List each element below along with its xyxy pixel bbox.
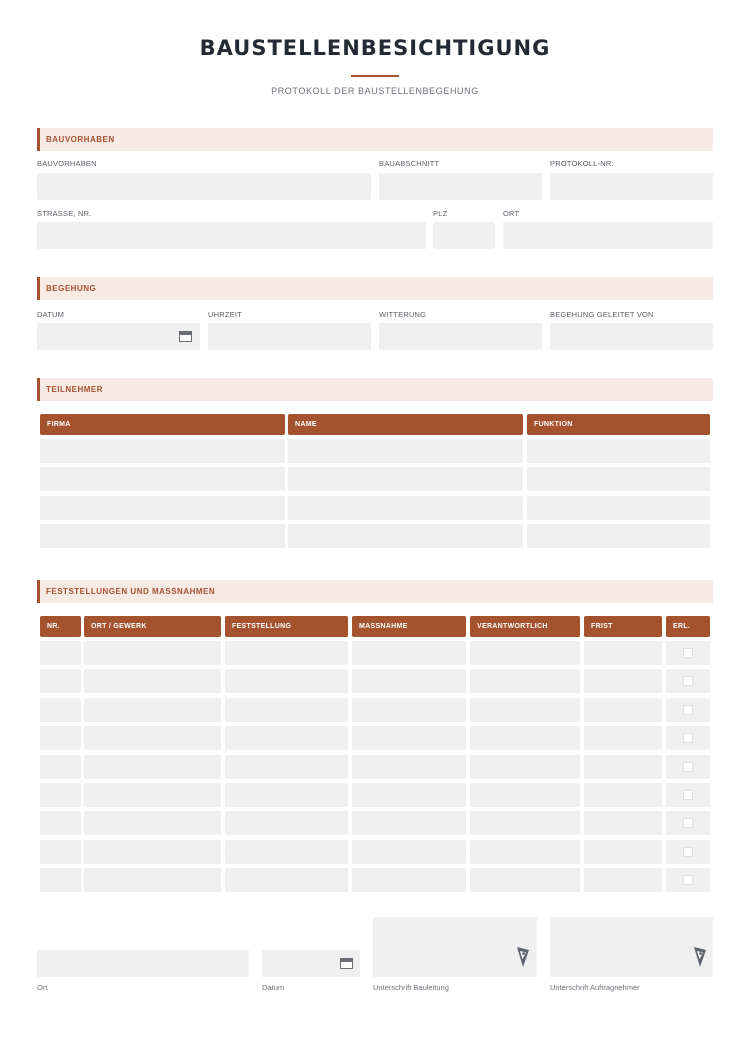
table-cell[interactable] — [584, 698, 662, 722]
section-title: BAUVORHABEN — [46, 135, 115, 144]
column-header-label: ERL. — [673, 623, 691, 630]
table-cell[interactable] — [666, 868, 710, 892]
section-header-bauvorhaben — [37, 128, 713, 151]
table-cell[interactable] — [225, 811, 348, 835]
label-geleitet: BEGEHUNG GELEITET VON — [550, 310, 654, 319]
done-checkbox[interactable] — [683, 875, 693, 885]
table-cell[interactable] — [40, 811, 81, 835]
table-cell[interactable] — [84, 811, 221, 835]
column-header-label: FESTSTELLUNG — [232, 623, 292, 630]
column-header — [225, 616, 348, 637]
table-cell[interactable] — [666, 698, 710, 722]
table-cell[interactable] — [288, 524, 523, 548]
table-cell[interactable] — [352, 698, 466, 722]
table-cell[interactable] — [527, 496, 710, 520]
table-cell[interactable] — [40, 783, 81, 807]
section-title: FESTSTELLUNGEN UND MASSNAHMEN — [46, 587, 216, 596]
table-cell[interactable] — [584, 811, 662, 835]
ort-label: Ort — [37, 983, 48, 992]
done-checkbox[interactable] — [683, 818, 693, 828]
column-header — [584, 616, 662, 637]
table-cell[interactable] — [225, 698, 348, 722]
table-cell[interactable] — [84, 783, 221, 807]
column-header-label: FUNKTION — [534, 421, 573, 428]
table-cell[interactable] — [666, 669, 710, 693]
table-cell[interactable] — [40, 467, 285, 491]
table-cell[interactable] — [470, 755, 580, 779]
signature-bauleitung-label: Unterschrift Bauleitung — [373, 983, 449, 992]
fountain-pen-icon — [692, 945, 708, 969]
title-divider — [351, 75, 399, 77]
table-cell[interactable] — [666, 641, 710, 665]
table-cell[interactable] — [288, 439, 523, 463]
table-cell[interactable] — [84, 868, 221, 892]
table-cell[interactable] — [84, 698, 221, 722]
table-cell[interactable] — [40, 726, 81, 750]
column-header — [666, 616, 710, 637]
label-bauabschnitt: BAUABSCHNITT — [379, 159, 440, 168]
table-cell[interactable] — [40, 496, 285, 520]
table-cell[interactable] — [470, 641, 580, 665]
label-uhrzeit: UHRZEIT — [208, 310, 242, 319]
table-cell[interactable] — [40, 840, 81, 864]
column-header — [352, 616, 466, 637]
bauabschnitt-field[interactable] — [379, 173, 542, 200]
datum-signature-field[interactable] — [262, 950, 360, 977]
ort-field[interactable] — [503, 222, 713, 249]
table-cell[interactable] — [225, 868, 348, 892]
column-header — [527, 414, 710, 435]
table-cell[interactable] — [527, 467, 710, 491]
table-cell[interactable] — [84, 641, 221, 665]
table-cell[interactable] — [470, 726, 580, 750]
table-cell[interactable] — [225, 840, 348, 864]
table-cell[interactable] — [84, 840, 221, 864]
uhrzeit-field[interactable] — [208, 323, 371, 350]
table-cell[interactable] — [584, 641, 662, 665]
witterung-field[interactable] — [379, 323, 542, 350]
table-cell[interactable] — [470, 840, 580, 864]
section-title: BEGEHUNG — [46, 284, 97, 293]
section-header-begehung — [37, 277, 713, 300]
table-cell[interactable] — [40, 439, 285, 463]
table-cell[interactable] — [40, 698, 81, 722]
table-cell[interactable] — [225, 755, 348, 779]
table-cell[interactable] — [584, 669, 662, 693]
fountain-pen-icon — [515, 945, 531, 969]
section-header-teilnehmer — [37, 378, 713, 401]
done-checkbox[interactable] — [683, 648, 693, 658]
protokoll-nr-field[interactable] — [550, 173, 713, 200]
geleitet-field[interactable] — [550, 323, 713, 350]
column-header-label: ORT / GEWERK — [91, 623, 147, 630]
column-header-label: MASSNAHME — [359, 623, 408, 630]
document-subtitle: PROTOKOLL DER BAUSTELLENBEGEHUNG — [271, 86, 479, 96]
done-checkbox[interactable] — [683, 790, 693, 800]
table-cell[interactable] — [470, 783, 580, 807]
label-strasse: STRASSE, NR. — [37, 209, 92, 218]
table-cell[interactable] — [40, 524, 285, 548]
strasse-field[interactable] — [37, 222, 426, 249]
table-cell[interactable] — [470, 811, 580, 835]
table-cell[interactable] — [527, 524, 710, 548]
table-cell[interactable] — [225, 669, 348, 693]
table-cell[interactable] — [470, 868, 580, 892]
section-title: TEILNEHMER — [46, 385, 103, 394]
done-checkbox[interactable] — [683, 705, 693, 715]
signature-bauleitung-box[interactable] — [373, 917, 537, 977]
table-cell[interactable] — [584, 783, 662, 807]
column-header — [40, 616, 81, 637]
table-cell[interactable] — [584, 868, 662, 892]
table-cell[interactable] — [666, 811, 710, 835]
table-cell[interactable] — [584, 840, 662, 864]
label-protokoll-nr: PROTOKOLL-NR. — [550, 159, 614, 168]
table-cell[interactable] — [584, 755, 662, 779]
table-cell[interactable] — [40, 755, 81, 779]
table-cell[interactable] — [666, 840, 710, 864]
signature-auftragnehmer-box[interactable] — [550, 917, 713, 977]
table-cell[interactable] — [470, 669, 580, 693]
column-header — [40, 414, 285, 435]
label-plz: PLZ — [433, 209, 448, 218]
table-cell[interactable] — [666, 755, 710, 779]
calendar-icon[interactable] — [340, 958, 353, 969]
table-cell[interactable] — [352, 726, 466, 750]
column-header — [84, 616, 221, 637]
column-header — [470, 616, 580, 637]
done-checkbox[interactable] — [683, 733, 693, 743]
label-witterung: WITTERUNG — [379, 310, 427, 319]
bauvorhaben-field[interactable] — [37, 173, 371, 200]
table-cell[interactable] — [666, 726, 710, 750]
datum-label: Datum — [262, 983, 285, 992]
table-cell[interactable] — [225, 726, 348, 750]
table-cell[interactable] — [225, 783, 348, 807]
table-cell[interactable] — [352, 868, 466, 892]
table-cell[interactable] — [352, 755, 466, 779]
ort-signature-field[interactable] — [37, 950, 249, 977]
table-cell[interactable] — [84, 755, 221, 779]
table-cell[interactable] — [40, 641, 81, 665]
label-datum: DATUM — [37, 310, 65, 319]
column-header-label: FIRMA — [47, 421, 71, 428]
table-cell[interactable] — [584, 726, 662, 750]
table-cell[interactable] — [352, 840, 466, 864]
table-cell[interactable] — [470, 698, 580, 722]
column-header-label: NAME — [295, 421, 317, 428]
table-cell[interactable] — [288, 467, 523, 491]
label-bauvorhaben: BAUVORHABEN — [37, 159, 97, 168]
label-ort: ORT — [503, 209, 520, 218]
datum-field[interactable] — [37, 323, 200, 350]
table-cell[interactable] — [84, 726, 221, 750]
table-cell[interactable] — [352, 669, 466, 693]
column-header — [288, 414, 523, 435]
table-cell[interactable] — [352, 641, 466, 665]
section-header-feststellungen — [37, 580, 713, 603]
plz-field[interactable] — [433, 222, 495, 249]
table-cell[interactable] — [288, 496, 523, 520]
column-header-label: VERANTWORTLICH — [477, 623, 548, 630]
column-header-label: FRIST — [591, 623, 613, 630]
done-checkbox[interactable] — [683, 762, 693, 772]
table-cell[interactable] — [352, 811, 466, 835]
signature-auftragnehmer-label: Unterschrift Auftragnehmer — [550, 983, 640, 992]
done-checkbox[interactable] — [683, 847, 693, 857]
document-title: BAUSTELLENBESICHTIGUNG — [199, 36, 551, 60]
table-cell[interactable] — [666, 783, 710, 807]
table-cell[interactable] — [84, 669, 221, 693]
table-cell[interactable] — [40, 868, 81, 892]
table-cell[interactable] — [40, 669, 81, 693]
table-cell[interactable] — [527, 439, 710, 463]
done-checkbox[interactable] — [683, 676, 693, 686]
table-cell[interactable] — [225, 641, 348, 665]
column-header-label: NR. — [47, 623, 60, 630]
calendar-icon[interactable] — [179, 331, 192, 342]
table-cell[interactable] — [352, 783, 466, 807]
